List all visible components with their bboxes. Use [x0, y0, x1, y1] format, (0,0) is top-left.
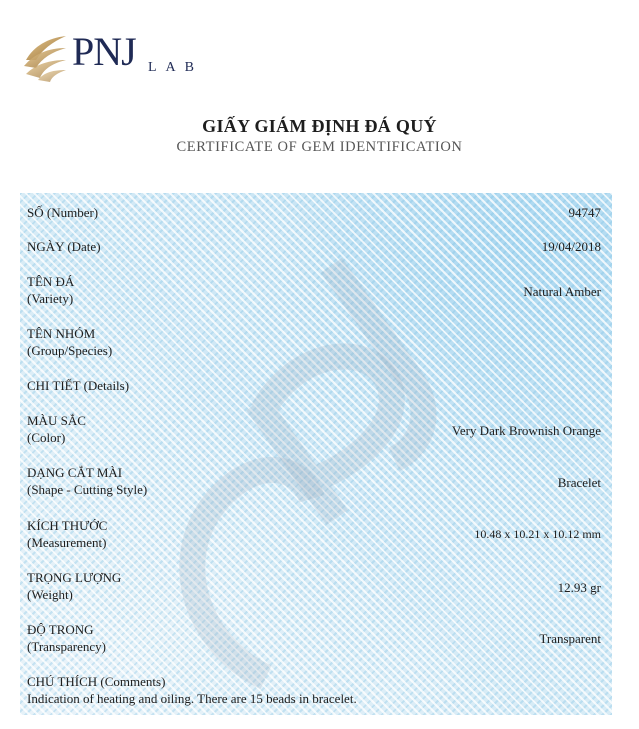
measurement-label — [27, 517, 107, 551]
brand-sub: LAB — [148, 60, 203, 75]
certificate-subtitle: CERTIFICATE OF GEM IDENTIFICATION — [176, 139, 463, 155]
variety-label — [27, 273, 74, 307]
number-label: SỐ (Number) — [27, 205, 99, 220]
certificate-title: GIẤY GIÁM ĐỊNH ĐÁ QUÝ — [202, 116, 437, 136]
comments-value: Indication of heating and oiling. There are 15 beads in bracelet. — [27, 691, 357, 706]
transparency-label — [27, 621, 106, 655]
pnj-wing-mark-icon — [22, 30, 68, 82]
weight-value: 12.93 gr — [557, 580, 601, 595]
color-label — [27, 412, 86, 446]
group-label-en: (Group/Species) — [27, 343, 113, 358]
certificate-fields — [20, 193, 612, 715]
weight-label-en: (Weight) — [27, 587, 73, 602]
number-value: 94747 — [568, 205, 601, 220]
group-label — [27, 325, 112, 359]
group-label-vi: TÊN NHÓM — [27, 326, 96, 341]
measurement-label-en: (Measurement) — [27, 535, 107, 550]
transparency-label-en: (Transparency) — [27, 639, 106, 654]
shape-label-en: (Shape - Cutting Style) — [27, 482, 148, 497]
certificate-panel — [20, 193, 612, 715]
measurement-value: 10.48 x 10.21 x 10.12 mm — [474, 527, 601, 541]
weight-label — [27, 569, 121, 603]
shape-label-vi: DẠNG CẮT MÀI — [27, 465, 123, 480]
color-label-vi: MÀU SẮC — [27, 413, 86, 428]
watermark-text: PNJ — [350, 260, 451, 326]
transparency-value: Transparent — [539, 631, 601, 646]
color-label-en: (Color) — [27, 430, 66, 445]
shape-label — [27, 464, 147, 498]
measurement-label-vi: KÍCH THƯỚC — [27, 518, 108, 533]
variety-label-en: (Variety) — [27, 291, 74, 306]
comments-label — [27, 673, 357, 707]
transparency-label-vi: ĐỘ TRONG — [27, 622, 94, 637]
color-value: Very Dark Brownish Orange — [451, 423, 601, 438]
details-label: CHI TIẾT (Details) — [27, 378, 130, 393]
date-value: 19/04/2018 — [541, 239, 601, 254]
brand-name: PNJ — [72, 29, 136, 74]
pnj-lab-logo — [22, 26, 212, 84]
date-label: NGÀY (Date) — [27, 239, 101, 254]
variety-value: Natural Amber — [523, 284, 601, 299]
shape-value: Bracelet — [557, 475, 601, 490]
comments-label-text: CHÚ THÍCH (Comments) — [27, 674, 166, 689]
variety-label-vi: TÊN ĐÁ — [27, 274, 75, 289]
weight-label-vi: TRỌNG LƯỢNG — [27, 570, 122, 585]
